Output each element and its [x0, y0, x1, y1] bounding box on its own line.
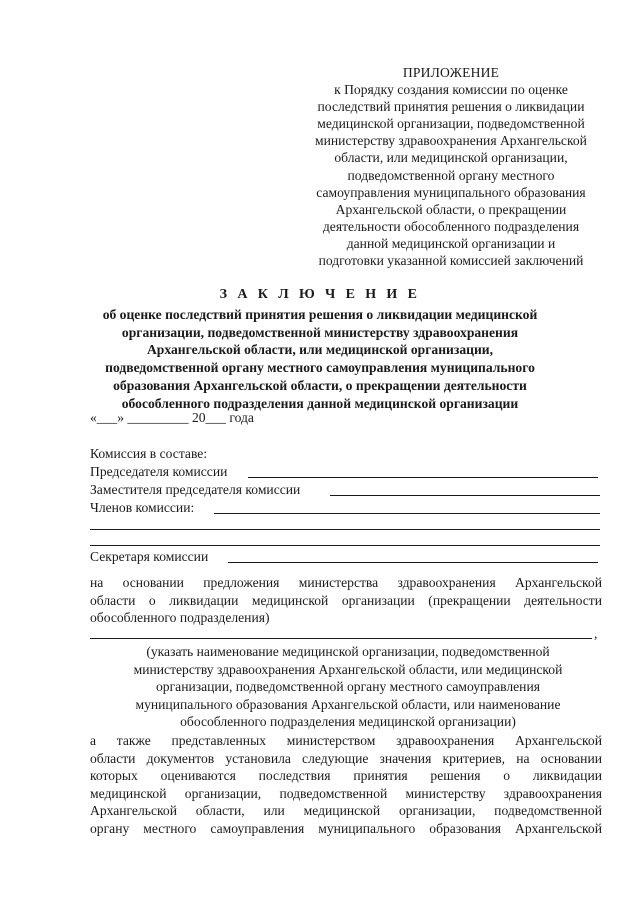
basis-line: на основании предложения министерства здравоохранения Архангельской: [90, 575, 602, 590]
members-blank-2[interactable]: [90, 529, 600, 530]
secretary-blank[interactable]: [228, 562, 598, 563]
final-line: области документов установила следующие значения критериев, на основании: [90, 750, 602, 766]
members-blank-1[interactable]: [214, 513, 600, 514]
appendix-line: последствий принятия решения о ликвидации: [317, 99, 585, 115]
comma: ,: [594, 626, 598, 641]
deputy-blank[interactable]: [330, 495, 600, 496]
deputy-label: Заместителя председателя комиссии: [90, 482, 301, 497]
appendix-line: к Порядку создания комиссии по оценке: [334, 82, 568, 98]
appendix-line: медицинской организации, подведомственной: [317, 116, 585, 132]
appendix-line: деятельности обособленного подразделения: [322, 218, 580, 234]
conclusion-subtitle: [88, 306, 552, 412]
note-line: (указать наименование медицинской организации, подведомственной: [146, 644, 550, 659]
final-line: органу местного самоуправления муниципального образования Архангельской: [90, 820, 602, 836]
members-blank-3[interactable]: [90, 545, 600, 546]
appendix-line: Архангельской области, о прекращении: [335, 201, 567, 217]
appendix-line: подготовки указанной комиссией заключений: [318, 253, 584, 269]
basis-paragraph: [90, 574, 602, 627]
subtitle-line: организации, подведомственной министерству здравоохранения: [121, 324, 519, 340]
appendix-line: самоуправления муниципального образования: [316, 184, 586, 200]
basis-line: области о ликвидации медицинской организации (прекращении деятельности: [90, 592, 602, 608]
note-line: муниципального образования Архангельской области, или наименование: [135, 696, 561, 712]
final-line: Архангельской области, или медицинской организации, подведомственной: [90, 803, 602, 818]
appendix-line: подведомственной органу местного: [347, 167, 555, 183]
conclusion-title: З А К Л Ю Ч Е Н И Е: [219, 287, 421, 302]
final-line: медицинской организации, подведомственной министерству здравоохранения: [90, 785, 602, 801]
chairman-blank[interactable]: [248, 477, 598, 478]
final-paragraph: [90, 732, 602, 837]
instruction-note: [96, 643, 600, 731]
appendix-heading: ПРИЛОЖЕНИЕ: [402, 65, 500, 80]
appendix-block: [296, 64, 606, 269]
final-line: которых оцениваются последствия принятия решения о ликвидации: [90, 768, 602, 783]
members-label: Членов комиссии:: [90, 500, 195, 515]
note-line: обособленного подразделения медицинской организации): [180, 714, 516, 729]
note-line: организации, подведомственной органу местного самоуправления: [156, 679, 540, 694]
basis-line: обособленного подразделения): [90, 610, 270, 625]
date-line: «___» _________ 20___ года: [90, 410, 254, 425]
commission-intro: Комиссия в составе:: [90, 446, 208, 461]
note-line: министерству здравоохранения Архангельской области, или медицинской: [133, 661, 563, 677]
appendix-line: области, или медицинской организации,: [334, 150, 568, 166]
subtitle-line: Архангельской области, или медицинской организации,: [146, 342, 494, 358]
subtitle-line: образования Архангельской области, о прекращении деятельности: [113, 377, 527, 393]
appendix-line: министерству здравоохранения Архангельской: [315, 133, 587, 149]
subtitle-line: подведомственной органу местного самоуправления муниципального: [105, 360, 535, 376]
appendix-line: данной медицинской организации и: [346, 235, 556, 251]
organization-name-blank[interactable]: [90, 638, 592, 639]
subtitle-line: обособленного подразделения данной медицинской организации: [121, 395, 519, 411]
subtitle-line: об оценке последствий принятия решения о ликвидации медицинской: [102, 307, 538, 322]
secretary-label: Секретаря комиссии: [90, 549, 209, 564]
chairman-label: Председателя комиссии: [90, 464, 228, 479]
final-line: а также представленных министерством здравоохранения Архангельской: [90, 733, 602, 748]
